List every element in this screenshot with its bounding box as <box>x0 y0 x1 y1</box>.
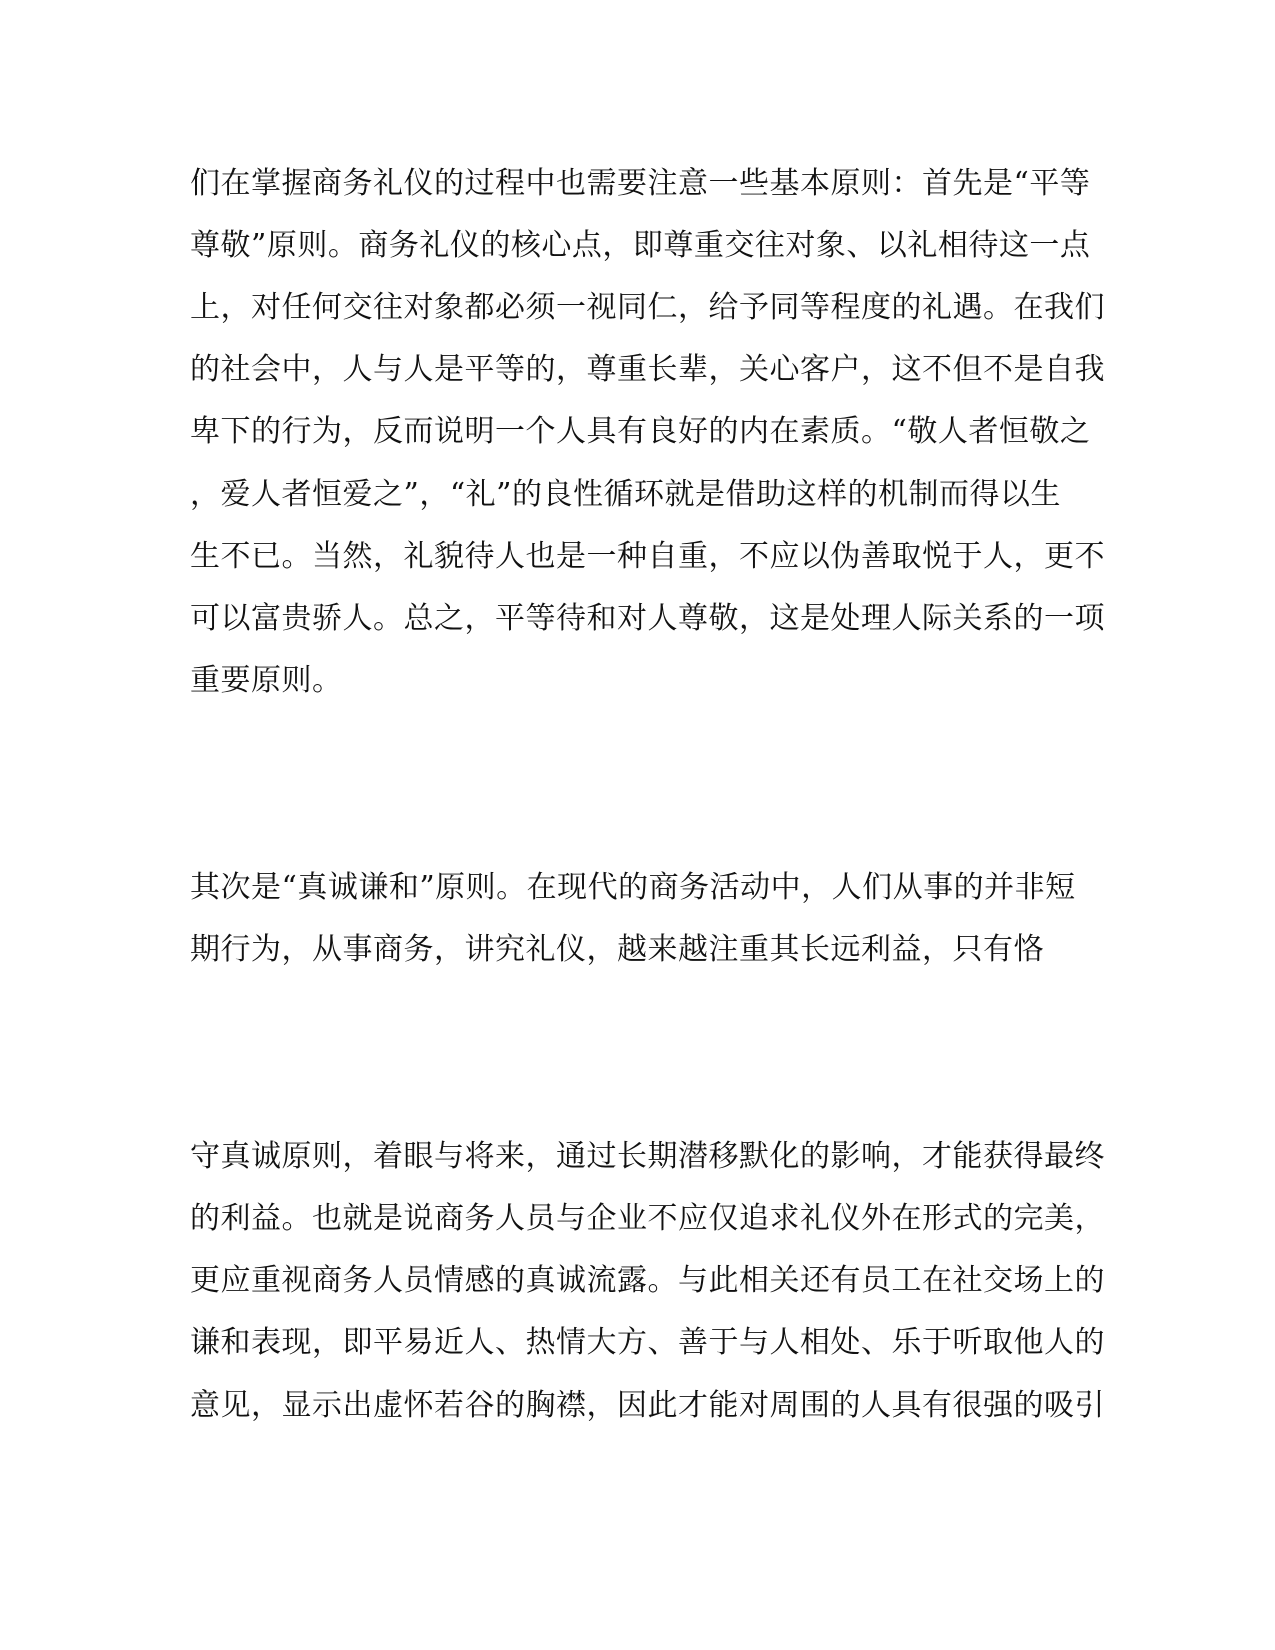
text-line: 的利益。也就是说商务人员与企业不应仅追求礼仪外在形式的完美， <box>190 1201 1105 1236</box>
text-line: 守真诚原则，着眼与将来，通过长期潜移默化的影响，才能获得最终 <box>190 1139 1105 1174</box>
text-line: 可以富贵骄人。总之，平等待和对人尊敬，这是处理人际关系的一项 <box>190 601 1105 636</box>
text-line: 谦和表现，即平易近人、热情大方、善于与人相处、乐于听取他人的 <box>190 1325 1105 1360</box>
text-line: 的社会中，人与人是平等的，尊重长辈，关心客户，这不但不是自我 <box>190 352 1105 387</box>
text-line: 期行为，从事商务，讲究礼仪，越来越注重其长远利益，只有恪 <box>190 932 1044 967</box>
text-line: 意见，显示出虚怀若谷的胸襟，因此才能对周围的人具有很强的吸引 <box>190 1388 1105 1423</box>
text-line: 更应重视商务人员情感的真诚流露。与此相关还有员工在社交场上的 <box>190 1263 1105 1298</box>
text-line: 们在掌握商务礼仪的过程中也需要注意一些基本原则：首先是“平等 <box>190 166 1091 201</box>
text-line: ，爱人者恒爱之”，“礼”的良性循环就是借助这样的机制而得以生 <box>190 477 1062 512</box>
text-line: 上，对任何交往对象都必须一视同仁，给予同等程度的礼遇。在我们 <box>190 290 1105 325</box>
text-line: 重要原则。 <box>190 663 343 698</box>
text-line: 卑下的行为，反而说明一个人具有良好的内在素质。“敬人者恒敬之 <box>190 414 1091 449</box>
text-line: 其次是“真诚谦和”原则。在现代的商务活动中，人们从事的并非短 <box>190 870 1076 905</box>
text-line: 生不已。当然，礼貌待人也是一种自重，不应以伪善取悦于人，更不 <box>190 539 1105 574</box>
text-line: 尊敬”原则。商务礼仪的核心点，即尊重交往对象、以礼相待这一点 <box>190 228 1091 263</box>
